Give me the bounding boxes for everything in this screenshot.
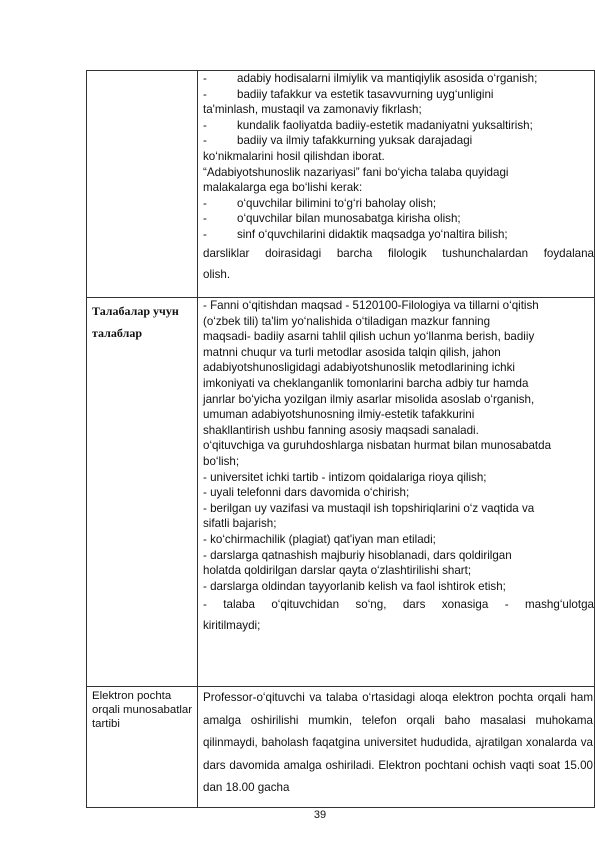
paragraph-line: darsliklar doirasidagi barcha filologik tushunchalardan foydalana [203, 246, 594, 260]
syllabus-table [86, 70, 595, 808]
text-line: - Fanni o‘qitishdan maqsad - 5120100-Filologiya va tillarni o‘qitish [203, 299, 539, 312]
text-line: bo‘lish; [203, 454, 240, 468]
list-item: - badiiy tafakkur va estetik tasavvurning uyg‘unligini [203, 87, 494, 101]
row1-content-cell [198, 71, 595, 298]
text-line: - uyali telefonni dars davomida o‘chirish; [203, 486, 410, 500]
page-number: 39 [313, 809, 327, 821]
row3-label-cell: Elektron pochta orqali munosabatlar tartibi [87, 687, 198, 808]
text-line: - berilgan uy vazifasi va mustaqil ish topshiriqlarini o‘z vaqtida va [203, 501, 535, 515]
row3-content-cell: Professor-o‘qituvchi va talaba o‘rtasidagi aloqa elektron pochta orqali ham amalga oshirilishi mumkin, telefon orqali baho masalasi muhokama qilinmaydi, baholash faqatgina universitet hududida, ajratilgan xonalarda va dars davomida amalga oshiriladi. Elektron pochtani ochish vaqti soat 15.00 dan 18.00 gacha [198, 687, 595, 808]
paragraph-line: olish. [203, 267, 231, 281]
list-item-continuation: ta'minlash, mustaqil va zamonaviy fikrlash; [203, 103, 422, 117]
text-line: umuman adabiyotshunosning ilmiy-estetik tafakkurini [203, 408, 475, 422]
text-line: matnni chuqur va turli metodlar asosida talqin qilish, jahon [203, 345, 501, 359]
text-line: adabiyotshunosligidagi adabiyotshunoslik metodlarining ichki [203, 361, 515, 375]
text-line: - darslarga oldindan tayyorlanib kelish va faol ishtirok etish; [203, 579, 506, 593]
text-line: (o‘zbek tili) ta'lim yo‘nalishida o‘tiladigan mazkur fanning [203, 314, 491, 328]
document-page [86, 70, 594, 808]
text-line: maqsadi- badiiy asarni tahlil qilish uchun yo‘llanma berish, badiiy [203, 330, 535, 344]
paragraph-line: malakalarga ega bo‘lishi kerak: [203, 181, 363, 195]
text-line: - darslarga qatnashish majburiy hisoblanadi, dars qoldirilgan [203, 548, 512, 562]
text-line: janrlar bo‘yicha yozilgan ilmiy asarlar misolida asoslab o‘rganish, [203, 392, 535, 406]
list-item: - o‘quvchilar bilan munosabatga kirisha olish; [203, 212, 461, 226]
paragraph-line: “Adabiyotshunoslik nazariyasi” fani bo‘yicha talaba quyidagi [203, 165, 509, 179]
text-line: - universitet ichki tartib - intizom qoidalariga rioya qilish; [203, 470, 487, 484]
table-row-goals [87, 71, 595, 298]
list-item: - kundalik faoliyatda badiiy-estetik madaniyatni yuksaltirish; [203, 118, 533, 132]
text-line: sifatli bajarish; [203, 517, 277, 531]
text-line: imkoniyati va cheklanganlik tomonlarini barcha adbiy tur hamda [203, 376, 529, 390]
row2-content-cell [198, 298, 595, 687]
text-line: - talaba o‘qituvchidan so‘ng, dars xonasiga - mashg‘ulotga [203, 598, 594, 612]
row1-label-cell [87, 71, 198, 298]
text-line: kiritilmaydi; [203, 619, 261, 633]
list-item: - sinf o‘quvchilarini didaktik maqsadga yo‘naltira bilish; [203, 227, 508, 241]
list-item: - badiiy va ilmiy tafakkurning yuksak darajadagi [203, 134, 473, 148]
list-item: - o‘quvchilar bilimini to‘g‘ri baholay olish; [203, 196, 437, 210]
text-line: shakllantirish ushbu fanning asosiy maqsadi sanaladi. [203, 423, 479, 437]
text-line: - ko‘chirmachilik (plagiat) qat'iyan man etiladi; [203, 532, 436, 546]
row2-label-cell: Талабалар учун талаблар [87, 298, 198, 687]
text-line: o‘qituvchiga va guruhdoshlarga nisbatan hurmat bilan munosabatda [203, 439, 552, 453]
list-item-continuation: ko‘nikmalarini hosil qilishdan iborat. [203, 149, 385, 163]
list-item: - adabiy hodisalarni ilmiylik va mantiqiylik asosida o‘rganish; [203, 72, 538, 85]
table-row-email [87, 687, 595, 808]
table-row-requirements [87, 298, 595, 687]
text-line: holatda qoldirilgan darslar qayta o‘zlashtirilishi shart; [203, 564, 472, 578]
